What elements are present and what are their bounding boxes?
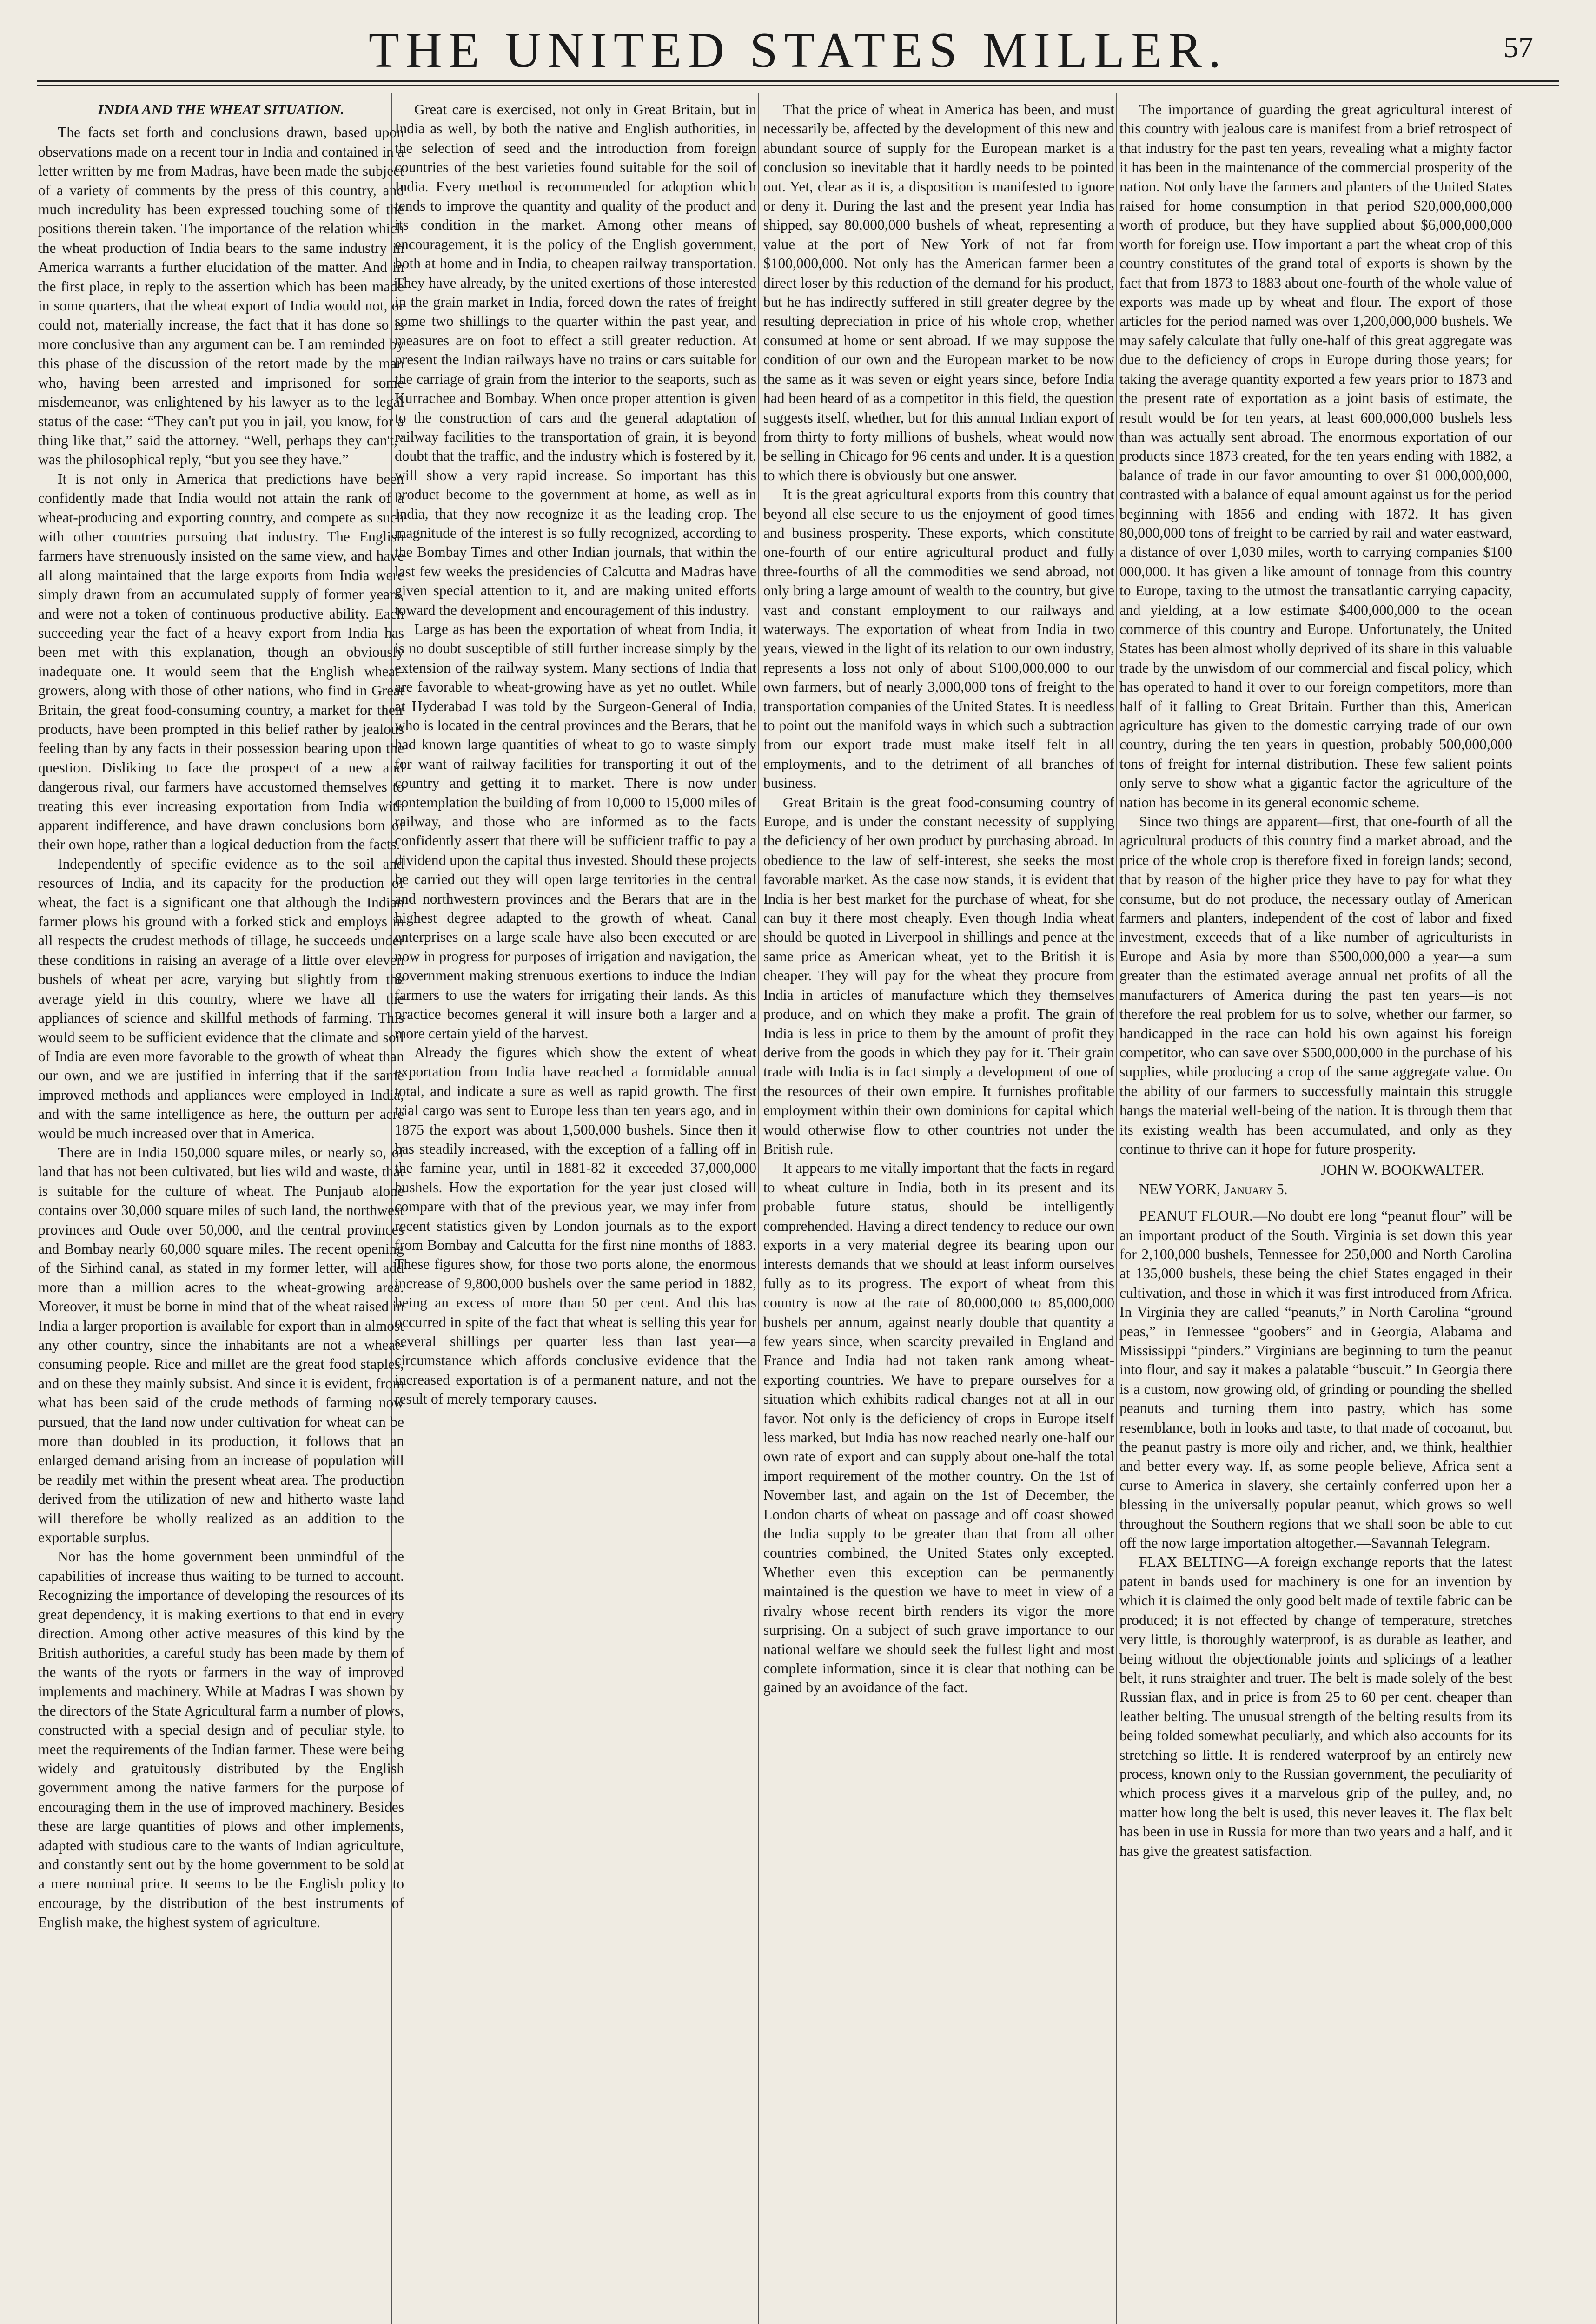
column-4 — [1119, 100, 1512, 2324]
author-signature: JOHN W. BOOKWALTER. — [1320, 1162, 1484, 1178]
article-paragraph: Great care is exercised, not only in Great Britain, but in India as well, by both the native and English authorities, in the selection of seed and the introduction from foreign countries of the best varieties found suitable for the soil of India. Every method is recommended for adoption which tends to improve the quantity and quality of the product and its condition in the market. Among other means of encouragement, it is the policy of the English government, both at home and in India, to cheapen railway transportation. They have already, by the united exertions of those interested in the grain market in India, forced down the rates of freight some two shillings to the quarter within the past year, and measures are on foot to effect a still greater reduction. At present the Indian railways have no trains or cars suitable for the carriage of grain from the interior to the seaports, such as Kurrachee and Bombay. When once proper attention is given to the construction of cars and the general adaptation of railway facilities to the transportation of grain, it is beyond doubt that the traffic, and the industry which is fostered by it, will show a very rapid increase. So important has this product become to the government at home, as well as in India, that they now recognize it as the leading crop. The magnitude of the interest is so fully recognized, according to the Bombay Times and other Indian journals, that within the last few weeks the presidencies of Calcutta and Madras have given special attention to it, and are making united efforts toward the development and encouragement of this industry. — [395, 101, 756, 618]
note-title: PEANUT FLOUR. — [1139, 1208, 1253, 1224]
article-paragraph: It is the great agricultural exports from this country that beyond all else secure to us the enjoyment of good times and business prosperity. These exports, which constitute one-fourth of our entire agricultural product and fully three-fourths of all the commodities we send abroad, not only bring a large amount of wealth to the country, but give vast and constant employment to our railways and waterways. The exportation of wheat from India in two years, viewed in the light of its relation to our own industry, represents a loss not only of about $100,000,000 to our own farmers, but of nearly 3,000,000 tons of freight to the transportation companies of the United States. It is needless to point out the manifold ways in which such a subtraction from our export trade must make itself felt in all employments, and to the detriment of all branches of business. — [763, 486, 1114, 792]
article-paragraph: It appears to me vitally important that the facts in regard to wheat culture in India, both in its present and its probable future status, should be intelligently comprehended. Having a direct tendency to reduce our own exports in a very material degree its bearing upon our interests demands that we should at least inform ourselves fully as to its progress. The export of wheat from this country is now at the rate of 80,000,000 to 85,000,000 bushels per annum, against nearly double that quantity a few years since, when scarcity prevailed in England and France and India had not taken rank among wheat-exporting countries. We have to prepare ourselves for a situation which exhibits radical changes not at all in our favor. Not only is the deficiency of crops in Europe itself less marked, but India has now reached nearly one-half our own rate of export and can supply about one-half the total import requirement of the mother country. On the 1st of November last, and again on the 1st of December, the London charts of wheat on passage and off coast showed the India supply to be greater than that from all other countries combined, the United States only excepted. Whether even this exception can be permanently maintained is the question we have to meet in view of a rivalry whose recent birth renders its vigor the more surprising. On a subject of such grave importance to our national welfare we should seek the fullest light and most complete information, since it is clear that nothing can be gained by an avoidance of the fact. — [763, 1160, 1114, 1696]
column-1 — [38, 100, 404, 2324]
column-3 — [763, 100, 1114, 2324]
article-paragraph: That the price of wheat in America has been, and must necessarily be, affected by the development of this new and abundant source of supply for the European market is a conclusion so inevitable that it hardly needs to be pointed out. Yet, clear as it is, a disposition is manifested to ignore or deny it. During the last and the present year India has shipped, say 80,000,000 bushels of wheat, representing a value at the port of New York of not far from $100,000,000. Not only has the American farmer been a direct loser by this reduction of the demand for his product, but he has indirectly suffered in still greater degree by the resulting depreciation in price of his whole crop, whether consumed at home or sent abroad. If we may suppose the condition of our own and the European market to be now the same as it was seven or eight years since, before India had been heard of as a competitor in this field, the question suggests itself, whether, but for this annual Indian export of from thirty to forty millions of bushels, wheat would now be selling in Chicago for 96 cents and under. It is a question to which there is obviously but one answer. — [763, 101, 1114, 483]
column-2 — [395, 100, 756, 2324]
note-body: —A foreign exchange reports that the latest patent in bands used for machinery is one for an invention by which it is claimed the only good belt made of textile fabric can be produced; it is not effected by change of temperature, stretches very little, is thoroughly waterproof, is as durable as leather, and being without the objectionable joints and splicings of a leather belt, it runs straighter and truer. The belt is made solely of the best Russian flax, and in price is from 25 to 60 per cent. cheaper than leather belting. The unusual strength of the belting results from its being folded somewhat peculiarly, and which also accounts for its stretching so little. It is rendered waterproof by an entirely new process, known only to the Russian government, the peculiarity of which process gives it a marvelous grip of the pulley, and, no matter how long the belt is used, this never leaves it. The flax belt has been in use in Russia for more than two years and a half, and it has give the greatest satisfaction. — [1119, 1554, 1512, 1859]
masthead — [0, 0, 1596, 88]
article-paragraph: Already the figures which show the extent of wheat exportation from India have reached a formidable annual total, and indicate a sure as well as rapid growth. The first trial cargo was sent to Europe less than ten years ago, and in 1875 the export was about 1,500,000 bushels. Since then it has steadily increased, with the exception of a falling off in the famine year, until in 1881-82 it exceeded 37,000,000 bushels. How the exportation for the year just closed will compare with that of the previous year, we may infer from recent statistics given by London journals as to the export from Bombay and Calcutta for the first nine months of 1883. These figures show, for those two ports alone, the enormous increase of 9,800,000 bushels over the same period in 1882, being an excess of more than 50 per cent. And this has occurred in spite of the fact that wheat is selling this year for several shillings per quarter less than last year—a circumstance which affords conclusive evidence that the increased exportation is of a permanent nature, and not the result of merely temporary causes. — [395, 1044, 756, 1407]
column-divider — [758, 93, 759, 2324]
note-title: FLAX BELTING — [1139, 1554, 1245, 1571]
note-flax-belting — [1119, 1552, 1512, 1861]
note-body: —No doubt ere long “peanut flour” will be an important product of the South. Virginia is set down this year for 2,100,000 bushels, Tennessee for 250,000 and North Carolina at 135,000 bushels, these being the chief States engaged in their cultivation, and those in which it was first introduced from Africa. In Virginia they are called “peanuts,” in North Carolina “ground peas,” in Tennessee “goobers” and in Georgia, Alabama and Mississippi “pinders.” Virginians are beginning to turn the peanut into flour, and say it makes a palatable “buscuit.” In Georgia there is a custom, now growing old, of grinding or pounding the shelled peanuts and turning them into pastry, which has some resemblance, both in looks and taste, to that made of cocoanut, but the peanut pastry is more oily and richer, and, we think, healthier and better every way. If, as some people believe, Africa sent a curse to America in slavery, she certainly conferred upon her a blessing in the universally popular peanut, which grows so well throughout the Southern regions that we shall soon be able to cut off the now large importation altogether.—Savannah Telegram. — [1119, 1208, 1512, 1552]
article-paragraph: Great Britain is the great food-consuming country of Europe, and is under the constant necessity of supplying the deficiency of her own product by purchasing abroad. In obedience to the law of self-interest, she seeks the most favorable market. As the case now stands, it is evident that India is her best market for the purchase of wheat, for she can buy it there most cheaply. Even though India wheat should be quoted in Liverpool in shillings and pence at the same price as American wheat, yet to the British it is cheaper. They will pay for the wheat they procure from India in articles of manufacture which they themselves produce, and on which they make a profit. The grain of India is less in price to them by the amount of profit they derive from the goods in which they pay for it. Their grain trade with India is in fact simply a development of one of the resources of their own empire. It furnishes profitable employment within their own dominions for capital which would otherwise flow to other countries not under the British rule. — [763, 794, 1114, 1157]
column-divider — [1116, 93, 1117, 2324]
dateline: NEW YORK, January 5. — [1139, 1181, 1288, 1197]
article-paragraph: It is not only in America that predictions have been confidently made that India would not attain the rank of a wheat-producing and exporting country, and compete as such with other countries pursuing that industry. The English farmers have strenuously insisted on the same view, and have all along maintained that the large exports from India were simply drawn from an accumulated supply of former years, and were not a token of continuous productive ability. Each succeeding year the fact of a heavy export from India has been met with this explanation, though an obviously inadequate one. It would seem that the English wheat-growers, along with those of other nations, who find in Great Britain, the great food-consuming country, a market for their products, have been prompted in this belief rather by jealous feeling than by any facts in their possession bearing upon the question. Disliking to face the prospect of a new and dangerous rival, our farmers have accustomed themselves to treating this ever increasing exportation from India with apparent indifference, and have drawn conclusions born of their own hope, rather than a logical deduction from the facts. — [38, 470, 404, 853]
note-peanut-flour — [1119, 1206, 1512, 1552]
masthead-rule-thin — [37, 85, 1559, 86]
article-paragraph: There are in India 150,000 square miles, or nearly so, of land that has not been cultivated, but lies wild and waste, that is suitable for the culture of wheat. The Punjaub alone contains over 30,000 square miles of such land, the northwest provinces and Oude over 50,000, and the central provinces and Bombay nearly 60,000 square miles. The recent opening of the Sirhind canal, as stated in my former letter, will add more than a million acres to the wheat-growing area. Moreover, it must be borne in mind that of the wheat raised in India a larger proportion is available for export than in almost any other country, since the inhabitants are not a wheat-consuming people. Rice and millet are the great food staples, and on these they mainly subsist. And since it is evident, from what has been said of the crude methods of farming now pursued, that the land now under cultivation for wheat can be more than doubled in its production, it follows that an enlarged demand arising from an increase of population will be readily met within the present wheat area. The production derived from the utilization of new and hitherto waste land will therefore be wholly realized as an addition to the exportable surplus. — [38, 1144, 404, 1546]
article-heading: INDIA AND THE WHEAT SITUATION. — [98, 101, 344, 118]
page-number: 57 — [1503, 31, 1533, 64]
article-paragraph: Independently of specific evidence as to the soil and resources of India, and its capacity for the production of wheat, the fact is a significant one that although the Indian farmer plows his ground with a forked stick and employs in all respects the crudest methods of tillage, he succeeds under these conditions in raising an average of a little over eleven bushels of wheat per acre, varying but slightly from the average yield in this country, where we have all the appliances of science and skillful methods of farming. This would seem to be sufficient evidence that the climate and soil of India are even more favorable to the growth of wheat than our own, and we are justified in inferring that if the same improved methods and appliances were employed in India, and with the same intelligence as here, the outturn per acre would be much increased over that in America. — [38, 855, 404, 1142]
newspaper-title: THE UNITED STATES MILLER. — [368, 23, 1228, 78]
article-paragraph: The facts set forth and conclusions drawn, based upon observations made on a recent tour in India and contained in a letter written by me from Madras, have been made the subject of a variety of comments by the press of this country, and much incredulity has been expressed touching some of the positions therein taken. The importance of the relation which the wheat production of India bears to the same industry in America warrants a further elucidation of the matter. And in the first place, in reply to the assertion which has been made in some quarters, that the wheat export of India would not, or could not, materially increase, the fact that it has done so is more conclusive than any argument can be. I am reminded by this phase of the discussion of the retort made by the man who, having been arrested and imprisoned for some misdemeanor, was enlightened by his lawyer as to the legal status of the case: “They can't put you in jail, you know, for a thing like that,” said the attorney. “Well, perhaps they can't,” was the philosophical reply, “but you see they have.” — [38, 124, 404, 468]
article-paragraph: Large as has been the exportation of wheat from India, it is no doubt susceptible of still further increase simply by the extension of the railway system. Many sections of India that are favorable to wheat-growing have as yet no outlet. While at Hyderabad I was told by the Surgeon-General of India, who is located in the central provinces and the Berars, that he had known large quantities of wheat to go to waste simply for want of railway facilities for transporting it out of the country and getting it to market. There is now under contemplation the building of from 10,000 to 15,000 miles of railway, and those who are informed as to the facts confidently assert that there will be sufficient traffic to pay a dividend upon the capital thus invested. Should these projects be carried out they will open large territories in the central and northwestern provinces and the Berars that are in the highest degree adapted to the growth of wheat. Canal enterprises on a large scale have also been executed or are now in progress for purposes of irrigation and navigation, the government making strenuous exertions to induce the Indian farmers to use the waters for irrigating their lands. As this practice becomes general it will insure both a larger and a more certain yield of the harvest. — [395, 621, 756, 1042]
masthead-rule-thick — [37, 80, 1559, 82]
article-paragraph: Since two things are apparent—first, that one-fourth of all the agricultural products of this country find a market abroad, and the price of the whole crop is therefore fixed in foreign lands; second, that by reason of the higher price they have to pay for what they consume, but do not produce, the necessary outlay of American farmers and planters, independent of the cost of labor and fixed investment, exceeds that of a like number of agriculturists in Europe and Asia by more than $500,000,000 a year—a sum greater than the estimated average annual net profits of all the manufacturers of America during the past ten years—is not therefore the real problem for us to solve, whether our farmer, so handicapped in the race can hold his own against his foreign competitor, who can save over $500,000,000 in the purchase of his supplies, while producing a crop of the same aggregate value. On the ability of our farmers to successfully maintain this struggle hangs the material well-being of the nation. It is through them that its existing wealth has been accumulated, and only as they continue to thrive can it hope for future prosperity. — [1119, 813, 1512, 1157]
article-paragraph: Nor has the home government been unmindful of the capabilities of increase thus waiting to be turned to account. Recognizing the importance of developing the resources of its great dependency, it is making exertions to that end in every direction. Among other active measures of this kind by the British authorities, a careful study has been made by them of the wants of the ryots or farmers in the way of improved implements and machinery. While at Madras I was shown by the directors of the State Agricultural farm a number of plows, constructed with a special design and of peculiar style, to meet the requirements of the Indian farmer. These were being widely and gratuitously distributed by the English government among the native farmers for the purpose of encouraging them in the use of improved machinery. Besides these are large quantities of plows and other implements, adapted with studious care to the wants of Indian agriculture, and constantly sent out by the home government to be sold at a mere nominal price. It seems to be the English policy to encourage, by the distribution of the best instruments of English make, the highest system of agriculture. — [38, 1548, 404, 1931]
article-paragraph: The importance of guarding the great agricultural interest of this country with jealous care is manifest from a brief retrospect of that industry for the past ten years, revealing what a mighty factor it has been in the maintenance of the commercial prosperity of the nation. Not only have the farmers and planters of the United States raised for home consumption in that period $20,000,000,000 worth of produce, but they have supplied about $6,000,000,000 worth for foreign use. How important a part the wheat crop of this country constitutes of the grand total of exports is shown by the fact that from 1873 to 1883 about one-fourth of the whole value of exports was made up by wheat and flour. The export of those articles for the period named was over 1,200,000,000 bushels. We may safely calculate that fully one-half of this great aggregate was due to the deficiency of crops in Europe during those years; for taking the average quantity exported a few years prior to 1873 and the present rate of exportation as a joint basis of estimate, the result would be for ten years, at least 600,000,000 bushels less than was actually sent abroad. The enormous exportation of our products since 1873 created, for the ten years ending with 1882, a balance of trade in our favor amounting to over $1 000,000,000, contrasted with a balance of equal amount against us for the period beginning with 1856 and ending with 1872. It has given 80,000,000 tons of freight to be carried by rail and water eastward, a distance of over 1,030 miles, worth to carrying companies $100 000,000. It has given a like amount of tonnage from this country to Europe, taxing to the utmost the transatlantic carrying capacity, and yielding, at a low estimate $400,000,000 to the ocean commerce of this country and Europe. Unfortunately, the United States has been almost wholly deprived of its share in this valuable trade by the unwisdom of our commercial and fiscal policy, which has operated to hand it over to our foreign competitors, more than half of it falling to Great Britain. Further than this, American agriculture has given to the domestic carrying trade of our own country, during the ten years in question, probably 500,000,000 tons of freight for internal distribution. These few salient points only serve to show what a gigantic factor the agriculture of the nation has become in its general economic scheme. — [1119, 101, 1512, 811]
